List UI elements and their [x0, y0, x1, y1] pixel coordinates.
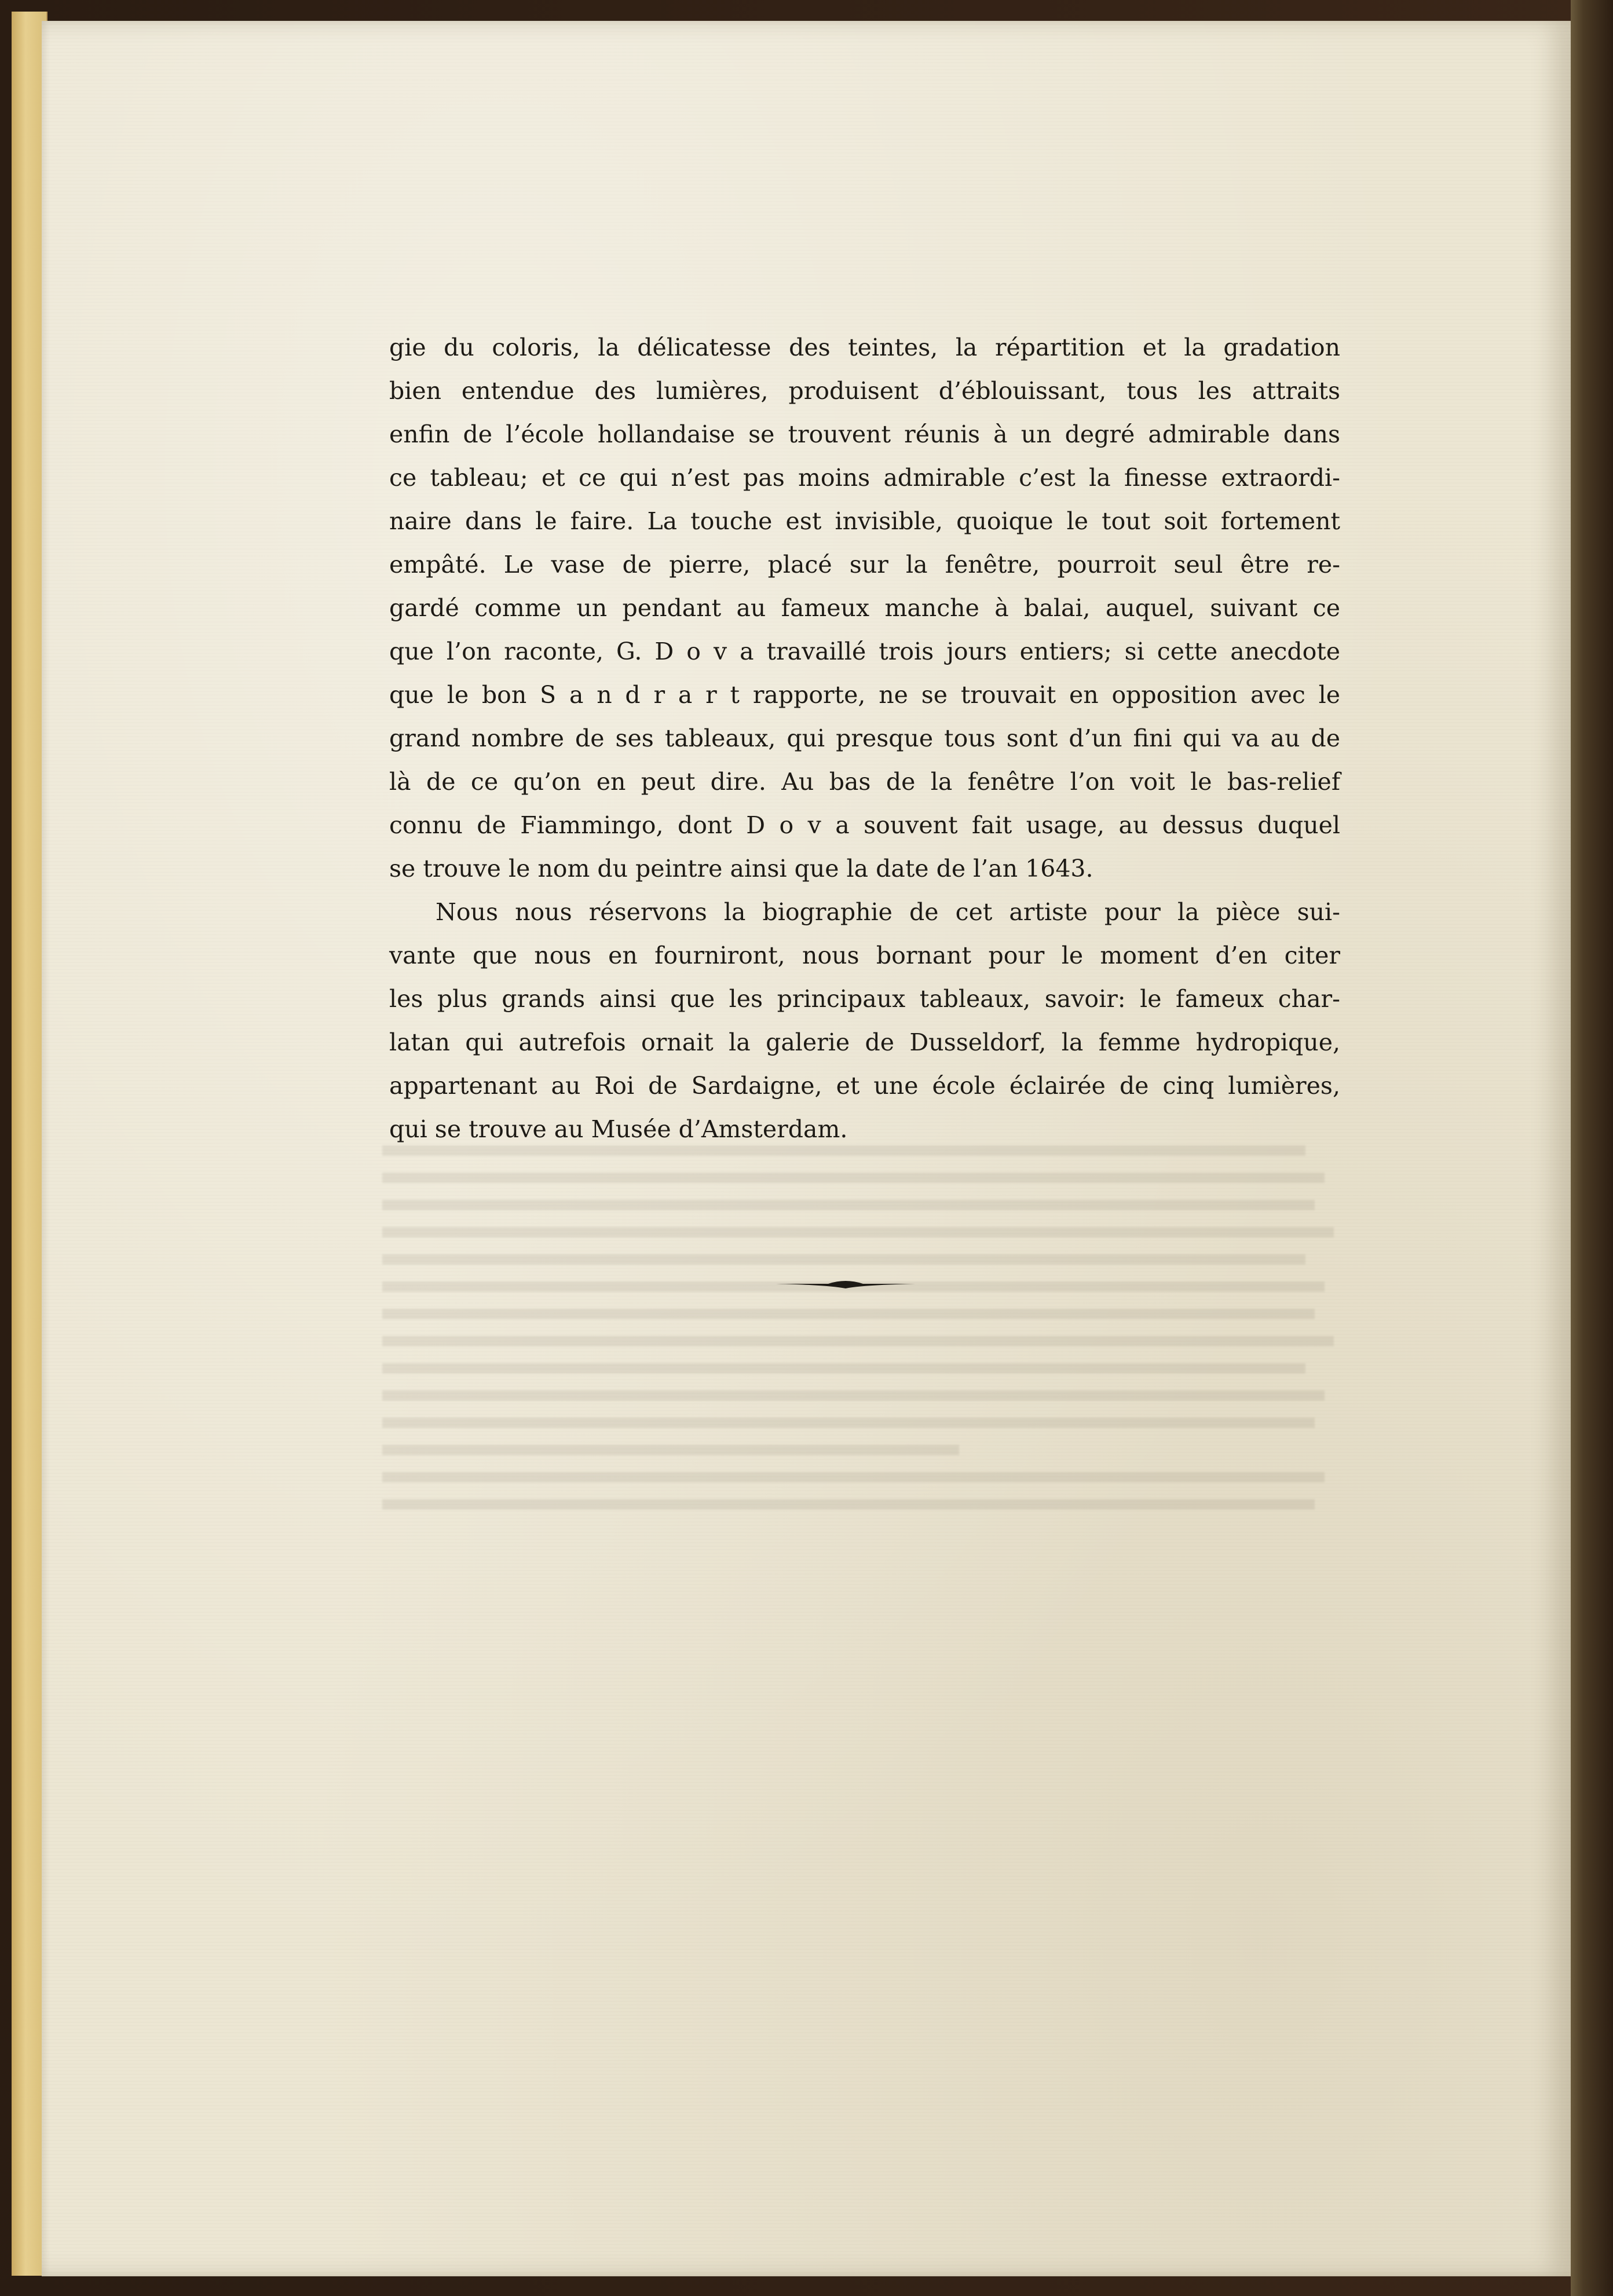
- text-line: Nous nous réservons la biographie de cet artiste pour la pièce sui-: [436, 898, 1340, 926]
- show-through-text: [382, 1129, 1344, 1824]
- text-line: naire dans le faire. La touche est invisible, quoique le tout soit fortement: [389, 507, 1340, 535]
- text-line: latan qui autrefois ornait la galerie de Dusseldorf, la femme hydropique,: [389, 1028, 1340, 1056]
- text-line: gardé comme un pendant au fameux manche à balai, auquel, suivant ce: [389, 594, 1340, 622]
- text-line: vante que nous en fourniront, nous bornant pour le moment d’en citer: [389, 942, 1340, 969]
- text-line: appartenant au Roi de Sardaigne, et une école éclairée de cinq lumières,: [389, 1072, 1340, 1100]
- text-line: que l’on raconte, G. D o v a travaillé trois jours entiers; si cette anecdote: [389, 638, 1340, 665]
- text-line: que le bon S a n d r a r t rapporte, ne se trouvait en opposition avec le: [389, 681, 1340, 709]
- text-line: là de ce qu’on en peut dire. Au bas de la fenêtre l’on voit le bas-relief: [389, 768, 1340, 796]
- text-line: connu de Fiammingo, dont D o v a souvent fait usage, au dessus duquel: [389, 811, 1340, 839]
- text-line: ce tableau; et ce qui n’est pas moins admirable c’est la finesse extraordi-: [389, 464, 1340, 492]
- paragraph-1: [389, 326, 1340, 891]
- paragraph-2: [389, 891, 1340, 1151]
- book-spine: [1571, 0, 1613, 2296]
- text-line: les plus grands ainsi que les principaux tableaux, savoir: le fameux char-: [389, 985, 1340, 1013]
- text-line: se trouve le nom du peintre ainsi que la date de l’an 1643.: [389, 855, 1093, 882]
- text-line: bien entendue des lumières, produisent d’éblouissant, tous les attraits: [389, 377, 1340, 405]
- tailpiece-ornament-icon: [776, 1277, 915, 1291]
- text-line: enfin de l’école hollandaise se trouvent réunis à un degré admirable dans: [389, 420, 1340, 448]
- text-line: grand nombre de ses tableaux, qui presque tous sont d’un fini qui va au de: [389, 724, 1340, 752]
- text-line: qui se trouve au Musée d’Amsterdam.: [389, 1115, 848, 1143]
- body-text: [389, 326, 1340, 1151]
- text-line: empâté. Le vase de pierre, placé sur la fenêtre, pourroit seul être re-: [389, 551, 1340, 578]
- text-line: gie du coloris, la délicatesse des teintes, la répartition et la gradation: [389, 334, 1340, 361]
